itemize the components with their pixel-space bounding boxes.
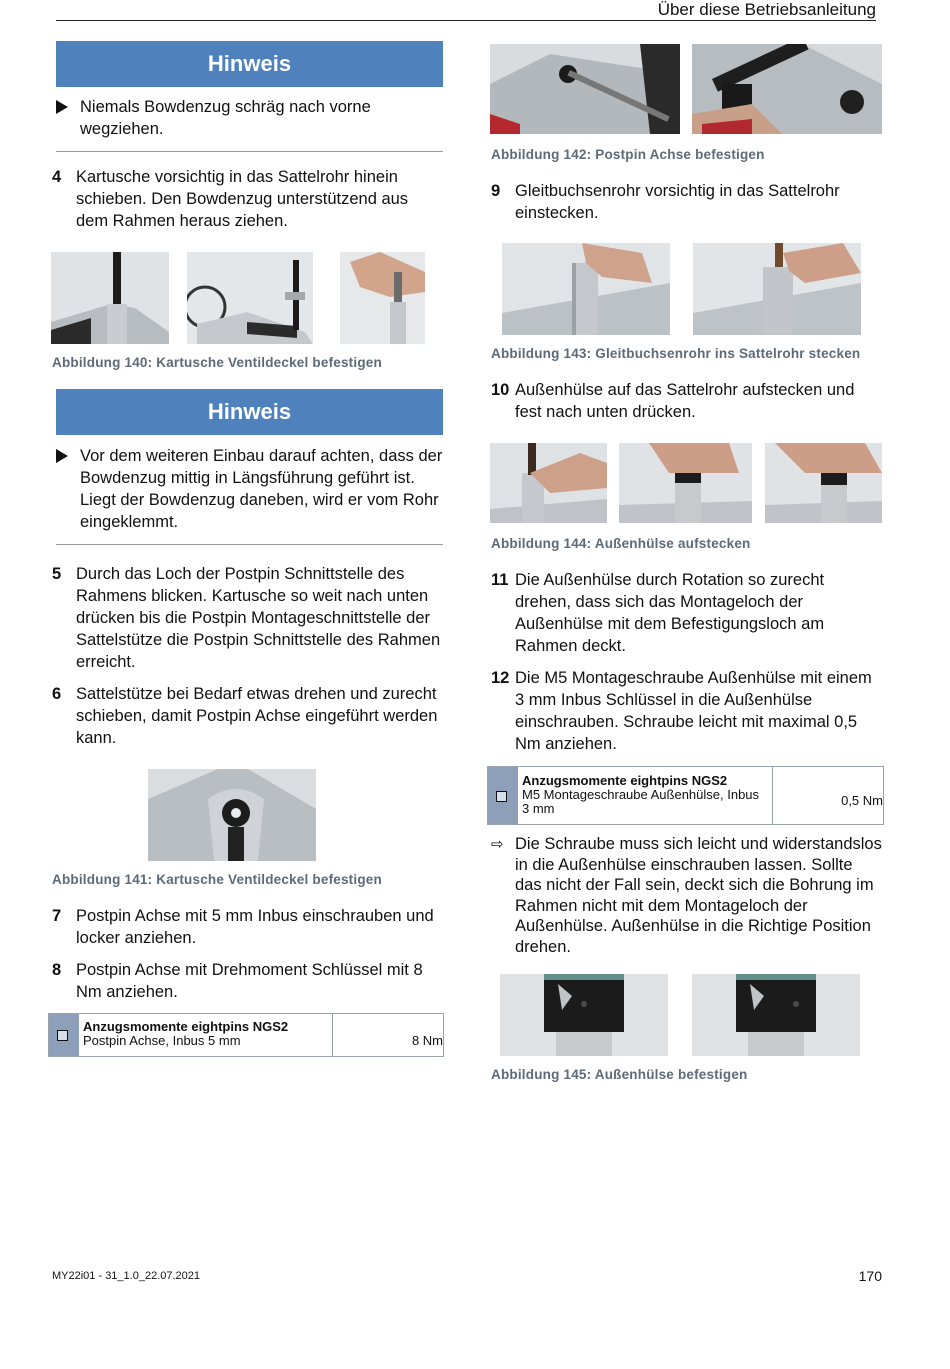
torque-value: 8 Nm xyxy=(411,1033,443,1048)
photo-sleeve-2 xyxy=(619,443,752,523)
step-10 xyxy=(491,379,883,423)
torque-title: Anzugsmomente eightpins NGS2 xyxy=(522,773,728,788)
header-divider xyxy=(56,20,876,21)
step-number: 12 xyxy=(491,669,510,687)
bullet-triangle-icon xyxy=(56,100,68,114)
step-text: Gleitbuchsenrohr vorsichtig in das Sattelrohr einstecken. xyxy=(515,182,840,222)
checkbox-icon xyxy=(496,791,507,802)
result-text: Die Schraube muss sich leicht und widerstandslos in die Außenhülse einschrauben lassen. Sollte das nicht der Fall sein, deckt sich die Bohrung im Rahmen nicht mit dem Montageloch der Außenhülse. Außenhülse in die Richtige Position drehen. xyxy=(515,835,882,956)
notice-divider xyxy=(56,151,443,152)
checkbox-cell xyxy=(49,1014,79,1056)
notice-text: Niemals Bowdenzug schräg nach vorne wegziehen. xyxy=(80,98,371,138)
figure-caption-144: Abbildung 144: Außenhülse aufstecken xyxy=(491,536,751,551)
notice-item xyxy=(56,96,443,140)
step-9 xyxy=(491,180,883,224)
step-number: 7 xyxy=(52,907,62,925)
step-number: 9 xyxy=(491,182,501,200)
torque-desc: Postpin Achse, Inbus 5 mm xyxy=(83,1033,241,1048)
step-12 xyxy=(491,667,883,755)
torque-title: Anzugsmomente eightpins NGS2 xyxy=(83,1019,289,1034)
step-number: 11 xyxy=(491,571,509,589)
step-8 xyxy=(52,959,444,1003)
torque-value: 0,5 Nm xyxy=(841,793,883,808)
figure-caption-145: Abbildung 145: Außenhülse befestigen xyxy=(491,1067,748,1082)
result-note xyxy=(491,834,883,957)
photo-tube-pressed xyxy=(693,243,861,335)
step-text: Durch das Loch der Postpin Schnittstelle des Rahmens blicken. Kartusche so weit nach unten drücken bis die Postpin Montageschnittstelle der Sattelstütze die Postpin Schnittstelle des Rahmen erreicht. xyxy=(76,565,441,671)
page-number: 170 xyxy=(858,1268,882,1284)
step-text: Postpin Achse mit Drehmoment Schlüssel mit 8 Nm anziehen. xyxy=(76,961,423,1001)
footer-document-id: MY22i01 - 31_1.0_22.07.2021 xyxy=(52,1270,201,1282)
step-number: 4 xyxy=(52,168,62,186)
step-4 xyxy=(52,166,444,232)
step-text: Die M5 Montageschraube Außenhülse mit einem 3 mm Inbus Schlüssel in die Außenhülse einschrauben. Schraube leicht mit maximal 0,5 Nm anziehen. xyxy=(515,669,872,753)
step-text: Postpin Achse mit 5 mm Inbus einschrauben und locker anziehen. xyxy=(76,907,434,947)
step-number: 8 xyxy=(52,961,62,979)
photo-hand-cartridge xyxy=(340,252,425,344)
checkbox-icon xyxy=(57,1030,68,1041)
torque-table xyxy=(487,766,884,825)
notice-heading: Hinweis xyxy=(56,41,443,87)
torque-description xyxy=(518,767,773,824)
photo-postpin-interface xyxy=(148,769,316,861)
step-number: 5 xyxy=(52,565,62,583)
figure-caption-140: Abbildung 140: Kartusche Ventildeckel befestigen xyxy=(52,355,382,370)
torque-desc: M5 Montageschraube Außenhülse, Inbus 3 mm xyxy=(522,787,760,816)
photo-sleeve-screw-1 xyxy=(500,974,668,1056)
notice-divider xyxy=(56,544,443,545)
photo-sleeve-screw-2 xyxy=(692,974,860,1056)
photo-bike-frame xyxy=(187,252,313,344)
photo-sleeve-1 xyxy=(490,443,607,523)
result-arrow-icon: ⇨ xyxy=(491,836,504,853)
step-11 xyxy=(491,569,883,657)
photo-torque-wrench xyxy=(692,44,882,134)
step-5 xyxy=(52,563,444,673)
figure-caption-142: Abbildung 142: Postpin Achse befestigen xyxy=(491,147,765,162)
notice-heading: Hinweis xyxy=(56,389,443,435)
step-number: 6 xyxy=(52,685,62,703)
step-text: Sattelstütze bei Bedarf etwas drehen und zurecht schieben, damit Postpin Achse eingeführt werden kann. xyxy=(76,685,438,747)
torque-table xyxy=(48,1013,444,1057)
step-number: 10 xyxy=(491,381,510,399)
photo-insert-tube xyxy=(502,243,670,335)
figure-caption-141: Abbildung 141: Kartusche Ventildeckel befestigen xyxy=(52,872,382,887)
step-6 xyxy=(52,683,444,749)
step-7 xyxy=(52,905,444,949)
torque-description xyxy=(79,1014,333,1056)
step-text: Außenhülse auf das Sattelrohr aufstecken und fest nach unten drücken. xyxy=(515,381,855,421)
checkbox-cell xyxy=(488,767,518,824)
page-header-title: Über diese Betriebsanleitung xyxy=(657,0,876,19)
photo-cartridge-frame xyxy=(51,252,169,344)
step-text: Die Außenhülse durch Rotation so zurecht drehen, dass sich das Montageloch der Außenhülse mit dem Befestigungsloch am Rahmen deckt. xyxy=(515,571,825,655)
figure-caption-143: Abbildung 143: Gleitbuchsenrohr ins Sattelrohr stecken xyxy=(491,346,861,361)
step-text: Kartusche vorsichtig in das Sattelrohr hinein schieben. Den Bowdenzug unterstützend aus dem Rahmen heraus ziehen. xyxy=(76,168,409,230)
photo-sleeve-3 xyxy=(765,443,882,523)
bullet-triangle-icon xyxy=(56,449,68,463)
notice-text: Vor dem weiteren Einbau darauf achten, dass der Bowdenzug mittig in Längsführung geführt ist. Liegt der Bowdenzug daneben, wird er vom Rohr eingeklemmt. xyxy=(80,447,443,531)
photo-postpin-axle xyxy=(490,44,680,134)
notice-item xyxy=(56,445,443,533)
